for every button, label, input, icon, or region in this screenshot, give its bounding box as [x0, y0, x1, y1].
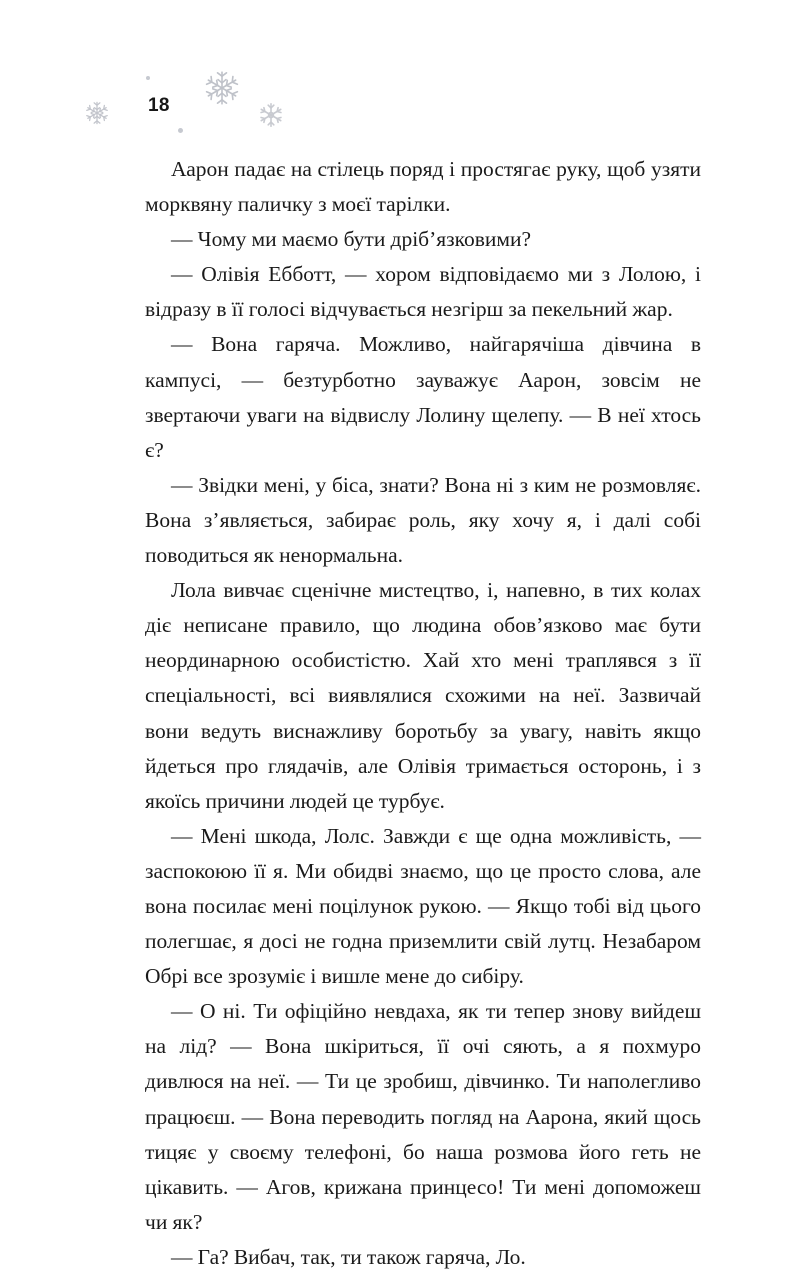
paragraph: — О ні. Ти офіційно невдаха, як ти тепер знову вийдеш на лід? — Вона шкіриться, її очі сяють, а я похмуро дивлюся на неї. — Ти це зробиш, дівчинко. Ти наполегливо працюєш. — Вона переводить погляд на Аарона, який щось тицяє у своєму телефоні, бо наша розмова його геть не цікавить. — Агов, крижана принцесо! Ти мені допоможеш чи як?	[145, 999, 701, 1234]
paragraph: — Чому ми маємо бути дріб’язковими?	[171, 227, 532, 252]
paragraph: — Га? Вибач, так, ти також гаряча, Ло.	[171, 1244, 526, 1269]
paragraph: — Вона гаряча. Можливо, найгарячіша дівчина в кампусі, — безтурботно зауважує Аарон, зовсім не звертаючи уваги на відвислу Лолину щелепу. — В неї хтось є?	[145, 332, 701, 462]
paragraph: — Олівія Ебботт, — хором відповідаємо ми з Лолою, і відразу в її голосі відчувається незгірш за пекельний жар.	[145, 262, 701, 322]
paragraph: — Звідки мені, у біса, знати? Вона ні з ким не розмовляє. Вона з’являється, забирає роль, яку хочу я, і далі собі поводиться як ненормальна.	[145, 472, 701, 568]
snowflake-large-top-icon	[204, 70, 240, 106]
snowflake-medium-right-icon	[256, 100, 286, 130]
page-number: 18	[148, 95, 170, 116]
snowflake-small-left-icon	[84, 100, 110, 126]
paragraph: — Мені шкода, Лолс. Завжди є ще одна можливість, — заспокоюю її я. Ми обидві знаємо, що це просто слова, але вона посилає мені поцілунок рукою. — Якщо тобі від цього полегшає, я досі не годна приземлити свій лутц. Незабаром Обрі все зрозуміє і вишле мене до сибіру.	[145, 823, 701, 989]
ornament-dot-lower	[178, 128, 183, 133]
paragraph: Аарон падає на стілець поряд і простягає руку, щоб узяти морквяну паличку з моєї тарілки.	[145, 157, 701, 217]
ornament-dot-upper	[146, 76, 150, 80]
page-header-ornament-zone	[70, 55, 370, 155]
body-text-column	[145, 152, 701, 1275]
paragraph: Лола вивчає сценічне мистецтво, і, напевно, в тих колах діє неписане правило, що людина обов’язково має бути неординарною особистістю. Хай хто мені траплявся з її спеціальності, всі виявлялися схожими на неї. Зазвичай вони ведуть виснажливу боротьбу за увагу, навіть якщо йдеться про глядачів, але Олівія тримається осторонь, і з якоїсь причини людей це турбує.	[145, 578, 701, 813]
